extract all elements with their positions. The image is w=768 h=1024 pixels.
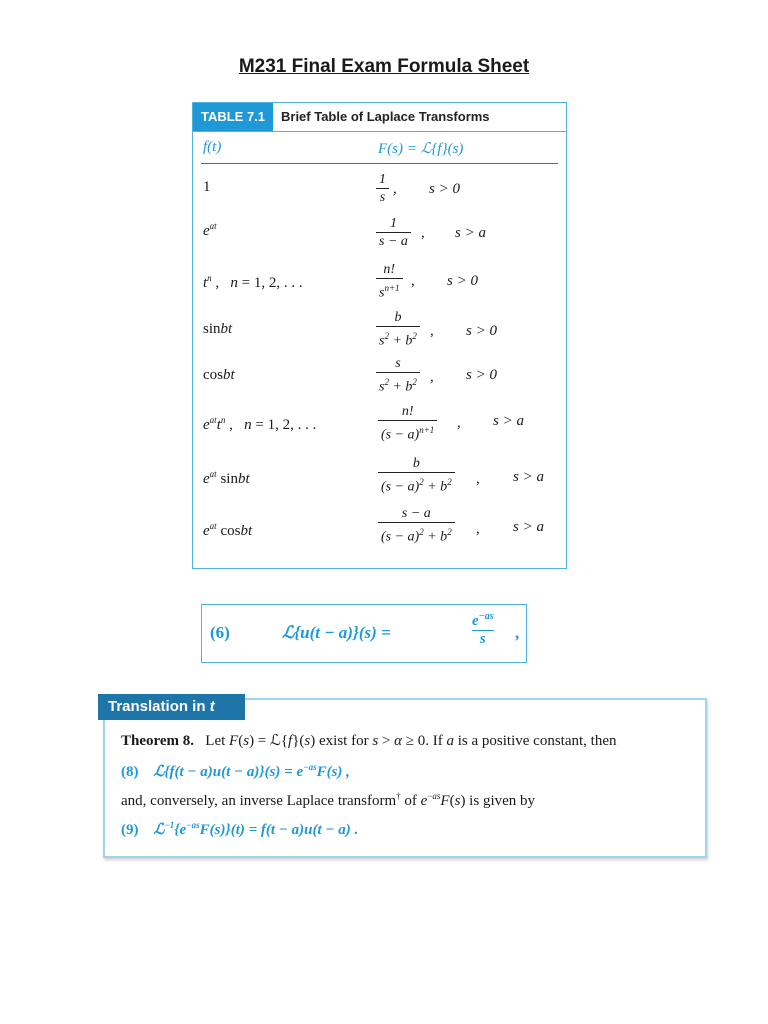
denominator: $s^2 + b^2$ <box>379 331 417 349</box>
condition: s > 0 <box>447 273 478 289</box>
denominator: $s^2 + b^2$ <box>379 377 417 395</box>
theorem-label: Theorem 8. <box>121 733 195 749</box>
condition: s > 0 <box>466 367 497 383</box>
equation-comma: , <box>515 623 520 642</box>
table-header <box>193 103 566 132</box>
denominator: $(s - a)^{n+1}$ <box>381 425 435 443</box>
f-cell: $e^{at}$ <box>203 221 217 239</box>
condition: s > 0 <box>429 181 460 197</box>
transform-fraction <box>376 261 403 303</box>
denominator: $(s - a)^2 + b^2$ <box>381 527 452 545</box>
f-cell: $e^{at}t^n$ , n = 1, 2, . . . <box>203 415 317 433</box>
laplace-table: TABLE 7.1 Brief Table of Laplace Transforms f(t) F(s) = ℒ{f}(s) 1 1 s , s > 0 $e^{at}$ 1 s − a , s > a $t^n$ , n = 1, 2, . . . n! $s^{n+1}$ , s > 0 sinbt b $s^2 + b^2$ , s > 0 cosbt s $s^2 + b^2$ , s > 0 $e^{at}t^n$ , n = 1, 2, . . . n! $(s - a)^{n+1}$ , s > a $e^{at}$ sinbt b $(s - a)^2 + b^2$ , s > a $e^{at}$ cosbt s − a $(s - a)^2 + b^2$ , s > a <box>192 102 567 569</box>
equation-9: (9) $ℒ^{-1}\{e^{-as}F(s)\}(t) = f(t - a)u(t - a)$ . <box>121 820 359 838</box>
numerator: 1 <box>379 172 386 187</box>
f-cell: $e^{at}$ sinbt <box>203 469 250 487</box>
condition: s > a <box>513 469 544 485</box>
transform-fraction <box>376 215 411 251</box>
equation-8: (8) ℒ{f(t − $a)u(t - a)\}(s) = e^{-as}F(s)$ , <box>121 762 350 780</box>
numerator: 1 <box>389 216 397 231</box>
condition: s > a <box>513 519 544 535</box>
f-cell: $e^{at}$ cosbt <box>203 521 253 539</box>
denominator: s − a <box>379 234 408 249</box>
transform-fraction <box>378 505 455 547</box>
transform-fraction <box>378 403 437 445</box>
f-cell: sinbt <box>203 321 233 337</box>
numerator: b <box>412 456 420 471</box>
theorem-text: Let F(s) = ℒ{f}(s) exist for s > α ≥ 0. If a is a positive constant, then <box>205 733 617 749</box>
equation-fraction <box>472 611 494 648</box>
numerator: b <box>394 310 402 325</box>
page-title: M231 Final Exam Formula Sheet <box>238 56 530 77</box>
equation-number: (6) <box>210 623 230 642</box>
condition: s > a <box>455 225 486 241</box>
equation-lhs: ℒ{u(t − a)}(s) = <box>282 623 391 642</box>
f-cell: $t^n$ , n = 1, 2, . . . <box>203 273 303 291</box>
numerator: s − a <box>401 506 431 521</box>
f-cell: 1 <box>203 179 211 195</box>
numerator: s <box>395 356 401 371</box>
translation-tab: Translation in t <box>98 694 245 720</box>
converse-text: and, conversely, an inverse Laplace transform† of $e^{-as}F(s)$ is given by <box>121 791 536 809</box>
unit-step-transform-box <box>201 604 527 663</box>
header-rule <box>201 163 558 164</box>
condition: s > a <box>493 413 524 429</box>
transform-fraction <box>376 171 389 207</box>
transform-fraction <box>376 309 420 351</box>
transform-fraction <box>378 455 455 497</box>
table-number: TABLE 7.1 <box>193 103 273 131</box>
condition: s > 0 <box>466 323 497 339</box>
column-header-f: f(t) <box>203 139 222 155</box>
column-header-F: F(s) = ℒ{f}(s) <box>378 141 464 157</box>
numerator: n! <box>401 404 414 419</box>
transform-fraction <box>376 355 420 397</box>
denominator: $s^{n+1}$ <box>379 283 400 301</box>
numerator: $e^{-as}$ <box>472 611 494 629</box>
theorem-line <box>121 731 616 750</box>
numerator: n! <box>383 262 396 277</box>
denominator: $(s - a)^2 + b^2$ <box>381 477 452 495</box>
denominator: s <box>479 631 486 647</box>
f-cell: cosbt <box>203 367 235 383</box>
table-caption: Brief Table of Laplace Transforms <box>281 109 490 124</box>
denominator: s <box>379 190 386 205</box>
